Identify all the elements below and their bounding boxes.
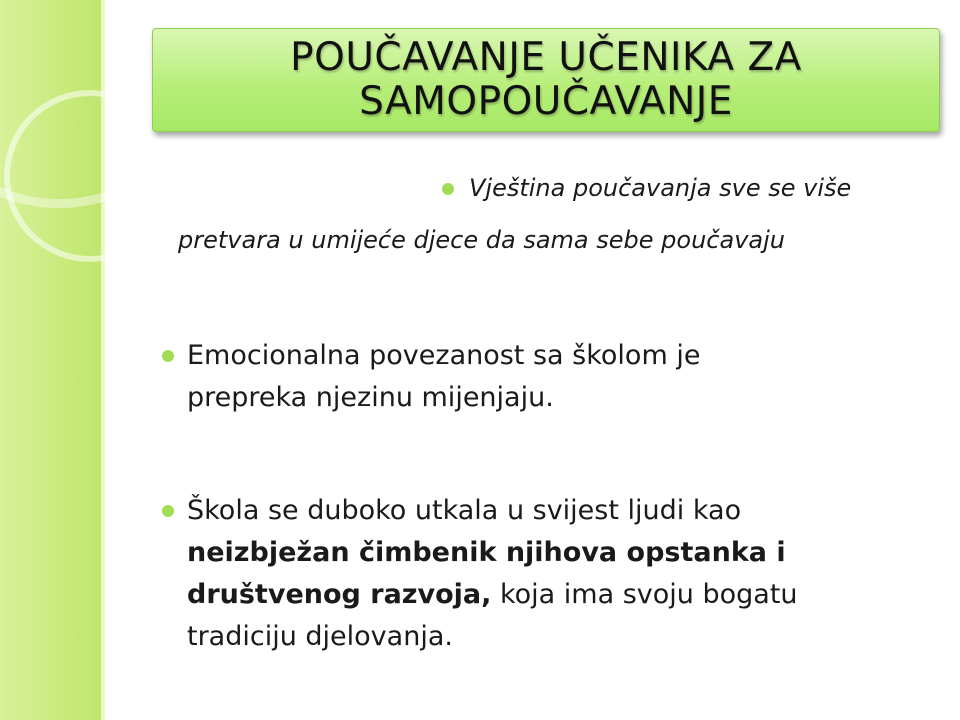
bullet-3-tail: koja ima svoju bogatu: [491, 579, 798, 610]
slide-title: [290, 36, 802, 123]
bullet-1-line-1: Vještina poučavanja sve se više: [469, 174, 852, 202]
decorative-ring-small: [4, 90, 176, 262]
bullet-3-line-4: tradiciju djelovanja.: [187, 621, 453, 652]
bullet-2: [162, 335, 700, 419]
bullet-1-line-2: pretvara u umijeće djece da sama sebe poučavaju: [178, 226, 785, 254]
slide-title-line-2: SAMOPOUČAVANJE: [359, 79, 733, 124]
slide-title-line-1: POUČAVANJE UČENIKA ZA: [290, 35, 802, 81]
bullet-2-line-1: Emocionalna povezanost sa školom je: [187, 340, 701, 371]
bullet-3-dot: [162, 505, 174, 517]
bullet-3-bold-line-1: neizbježan čimbenik njihova opstanka i: [187, 537, 786, 568]
bullet-3-text: [187, 490, 798, 658]
bullet-1: [442, 174, 851, 202]
bullet-2-dot: [162, 350, 174, 362]
bullet-3-line-1: Škola se duboko utkala u svijest ljudi kao: [187, 495, 742, 526]
bullet-3-bold-phrase: društvenog razvoja,: [187, 579, 492, 610]
bullet-3-line-3: [187, 574, 798, 616]
bullet-2-text: [187, 335, 700, 419]
slide-title-box: [152, 28, 940, 132]
bullet-2-line-2: prepreka njezinu mijenjaju.: [187, 382, 554, 413]
bullet-1-dot: [442, 183, 454, 195]
bullet-3: [162, 490, 798, 658]
